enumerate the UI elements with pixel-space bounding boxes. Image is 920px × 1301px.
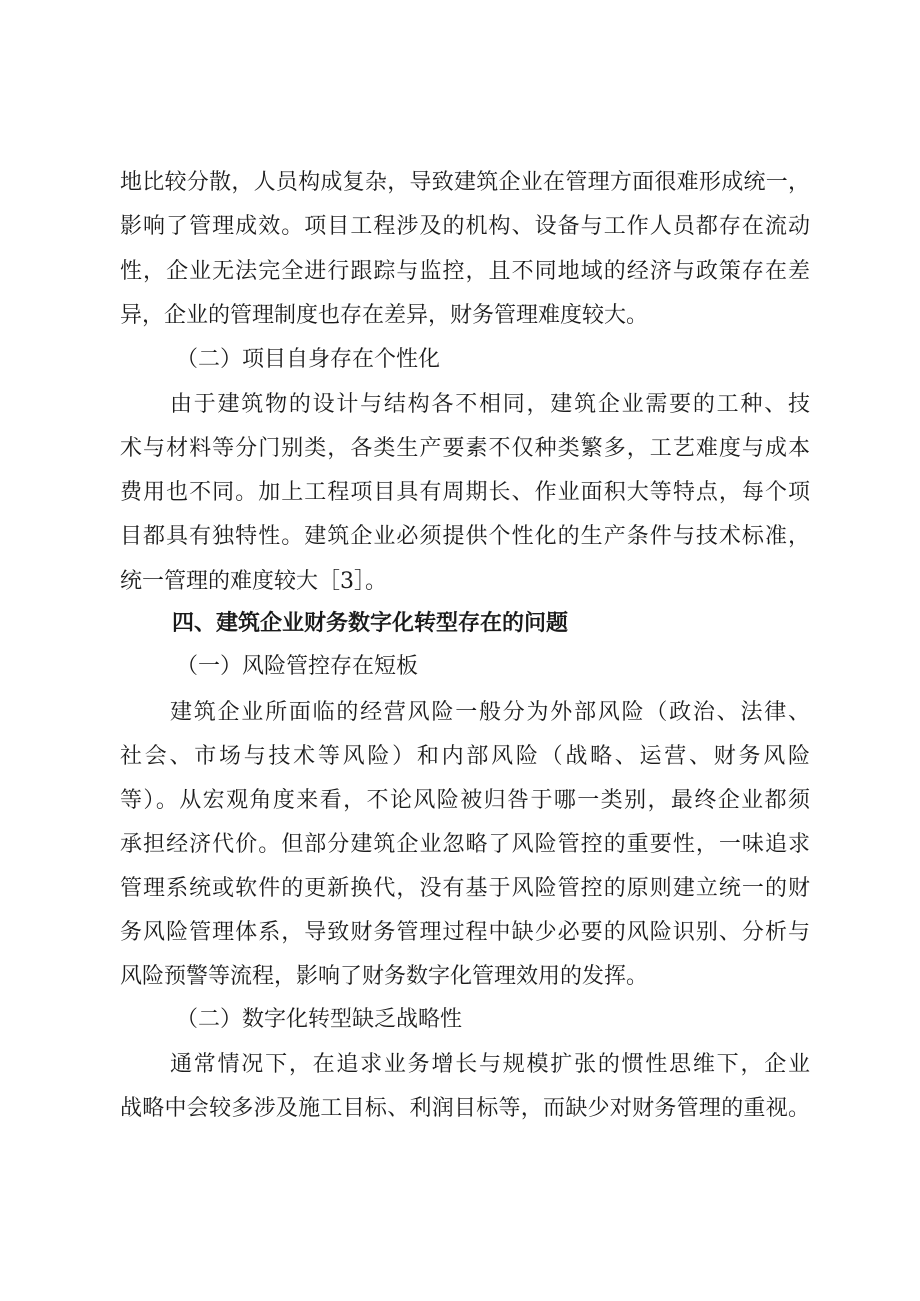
paragraph-line: 战略中会较多涉及施工目标、利润目标等，而缺少对财务管理的重视。	[120, 1096, 810, 1121]
paragraph-line: 等）。从宏观角度来看，不论风险被归咎于哪一类别，最终企业都须	[120, 788, 810, 813]
paragraph-line: 承担经济代价。但部分建筑企业忽略了风险管控的重要性，一味追求	[120, 832, 810, 857]
paragraph-line: 社会、市场与技术等风险）和内部风险（战略、运营、财务风险	[120, 744, 810, 769]
subsection-heading: （二）项目自身存在个性化	[176, 347, 441, 372]
paragraph-line: 建筑企业所面临的经营风险一般分为外部风险（政治、法律、	[170, 700, 810, 725]
paragraph-line: 由于建筑物的设计与结构各不相同，建筑企业需要的工种、技	[170, 392, 810, 417]
subsection-heading: （二）数字化转型缺乏战略性	[176, 1007, 463, 1032]
paragraph-line: 管理系统或软件的更新换代，没有基于风险管控的原则建立统一的财	[120, 876, 810, 901]
subsection-heading: （一）风险管控存在短板	[176, 654, 419, 679]
paragraph-line: 影响了管理成效。项目工程涉及的机构、设备与工作人员都存在流动	[120, 214, 810, 239]
section-heading: 四、建筑企业财务数字化转型存在的问题	[172, 611, 569, 636]
paragraph-line: 异，企业的管理制度也存在差异，财务管理难度较大。	[120, 303, 649, 328]
paragraph-line: 通常情况下，在追求业务增长与规模扩张的惯性思维下，企业	[170, 1052, 810, 1077]
paragraph-line: 风险预警等流程，影响了财务数字化管理效用的发挥。	[120, 964, 649, 989]
paragraph-line: 术与材料等分门别类，各类生产要素不仅种类繁多，工艺难度与成本	[120, 436, 810, 461]
paragraph-line: 目都具有独特性。建筑企业必须提供个性化的生产条件与技术标准，	[120, 524, 810, 549]
paragraph-line: 费用也不同。加上工程项目具有周期长、作业面积大等特点，每个项	[120, 480, 810, 505]
paragraph-line: 性，企业无法完全进行跟踪与监控，且不同地域的经济与政策存在差	[120, 259, 810, 284]
paragraph-line: 地比较分散，人员构成复杂，导致建筑企业在管理方面很难形成统一，	[120, 170, 810, 195]
paragraph-line: 务风险管理体系，导致财务管理过程中缺少必要的风险识别、分析与	[120, 920, 810, 945]
paragraph-line: 统一管理的难度较大［3］。	[120, 569, 387, 594]
